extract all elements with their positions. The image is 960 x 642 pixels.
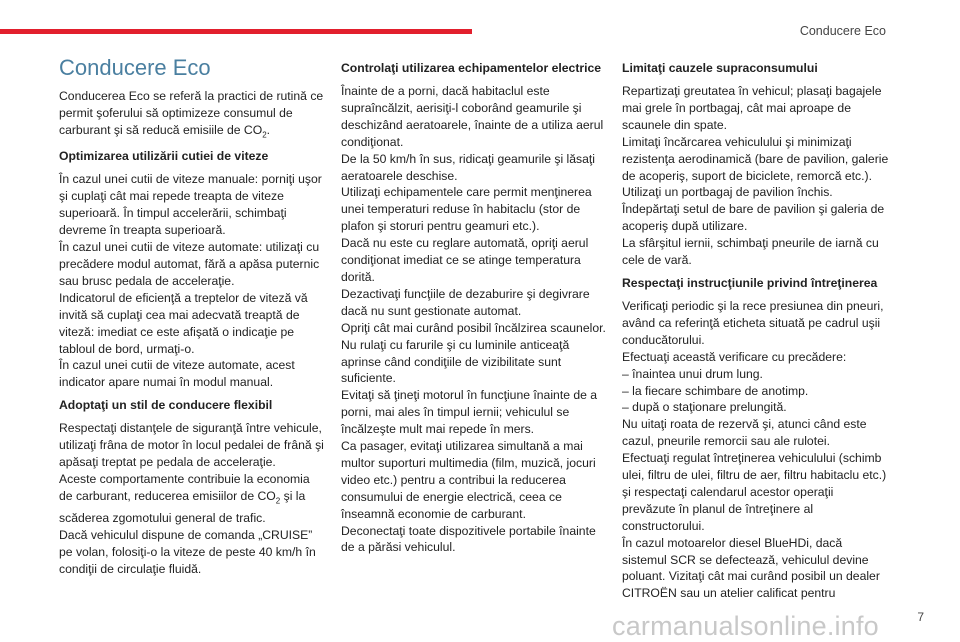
page-number: 7 bbox=[917, 610, 924, 624]
section-text-driving-style bbox=[59, 420, 324, 578]
watermark: carmanualsonline.info bbox=[612, 611, 879, 641]
section-text-overconsumption: Repartizaţi greutatea în vehicul; plasaţi bagajele mai grele în portbagaj, cât mai aproape de scaunele din spate. Limitaţi încărcarea vehiculului şi minimizaţi rezistenţa aerodinamică (bare de pavilion, galerie de acoperiş, suport de biciclete, remorcă etc.). Utilizaţi un portbagaj de pavilion închis. Îndepărtaţi setul de bare de pavilion şi galeria de acoperiş după utilizare. La sfârşitul iernii, schimbaţi pneurile de iarnă cu cele de vară. bbox=[622, 84, 889, 268]
column-right bbox=[622, 60, 890, 606]
section-heading-gearbox: Optimizarea utilizării cutiei de viteze bbox=[59, 149, 269, 164]
driving-style-text: Respectaţi distanţele de siguranţă între vehicule, utilizaţi frâna de motor în locul pedalei de frână şi apăsaţi treptat pe pedala de acceleraţie. Aceste comportamente contribuie la economia de carburant, reducerea emisiilor de CO bbox=[59, 421, 324, 503]
section-heading-driving-style: Adoptaţi un stil de conducere flexibil bbox=[59, 398, 273, 413]
driving-style-text-end: şi la scăderea zgomotului general de trafic. Dacă vehiculul dispune de comanda „CRUISE” pe volan, folosiţi-o la viteze de peste 40 km/h în condiţii de circulaţie fluidă. bbox=[59, 488, 316, 576]
column-middle bbox=[341, 60, 608, 560]
section-heading-maintenance: Respectaţi instrucţiunile privind întreţinerea bbox=[622, 275, 878, 290]
section-text-electrical: Înainte de a porni, dacă habitaclul este supraîncălzit, aerisiţi-l coborând geamurile şi deschizând aeratoarele, înainte de a utiliza aerul condiţionat. De la 50 km/h în sus, ridicaţi geamurile şi lăsaţi aeratoarele deschise. Utilizaţi echipamentele care permit menţinerea unei temperaturi reduse în habitaclu (stor de plafon şi storuri pentru geamuri etc.). Dacă nu este cu reglare automată, opriţi aerul condiţionat imediat ce se atinge temperatura dorită. Dezactivaţi funcţiile de dezaburire şi degivrare dacă nu sunt gestionate automat. Opriţi cât mai curând posibil încălzirea scaunelor. Nu rulaţi cu farurile şi cu luminile anticeaţă aprinse când condiţiile de vizibilitate sunt suficiente. Evitaţi să ţineţi motorul în funcţiune înainte de a porni, mai ales în timpul iernii; vehiculul se încălzeşte mult mai repede în mers. Ca pasager, evitaţi utilizarea simultană a mai multor suporturi multimedia (film, muzică, jocuri video etc.) pentru a contribui la reducerea consumului de energie electrică, ceea ce înseamnă economie de carburant. Deconectaţi toate dispozitivele portabile înainte de a părăsi vehiculul. bbox=[341, 84, 606, 555]
section-text-gearbox: În cazul unei cutii de viteze manuale: porniţi uşor şi cuplaţi cât mai repede treapta de viteze superioară. În timpul accelerării, schimbaţi devreme în treapta superioară. În cazul unei cutii de viteze automate: utilizaţi cu precădere modul automat, fără a apăsa puternic sau brusc pedala de acceleraţie. Indicatorul de eficienţă a treptelor de viteză vă invită să cuplaţi cea mai adecvată treaptă de viteză: imediat ce este afişată o indicaţie pe tabloul de bord, urmaţi-o. În cazul unei cutii de viteze automate, acest indicator apare numai în modul manual. bbox=[59, 172, 322, 390]
page-title: Conducere Eco bbox=[59, 55, 211, 80]
column-left bbox=[59, 55, 324, 582]
driving-style-subscript: 2 bbox=[275, 496, 281, 506]
section-heading-electrical: Controlaţi utilizarea echipamentelor electrice bbox=[341, 61, 602, 75]
intro-subscript: 2 bbox=[262, 130, 267, 140]
header-accent-bar bbox=[0, 29, 472, 34]
section-heading-overconsumption: Limitaţi cauzele supraconsumului bbox=[622, 61, 818, 75]
running-header: Conducere Eco bbox=[799, 24, 886, 38]
intro-paragraph bbox=[59, 88, 324, 144]
intro-text: Conducerea Eco se referă la practici de rutină ce permit şoferului să optimizeze consumul de carburant şi să reducă emisiile de CO bbox=[59, 89, 324, 138]
intro-text-end: . bbox=[266, 123, 271, 138]
section-text-maintenance: Verificaţi periodic şi la rece presiunea din pneuri, având ca referinţă eticheta situată pe cadrul uşii conducătorului. Efectuaţi această verificare cu precădere: – înaintea unui drum lung. – la fiecare schimbare de anotimp. – după o staţionare prelungită. Nu uitaţi roata de rezervă şi, atunci când este cazul, pneurile remorcii sau ale rulotei. Efectuaţi regulat întreţinerea vehiculului (schimb ulei, filtru de ulei, filtru de aer, filtru habitaclu etc.) şi respectaţi calendarul acestor operaţii prevăzute în planul de întreţinere al constructorului. În cazul motoarelor diesel BlueHDi, dacă sistemul SCR se defectează, vehiculul devine poluant. Vizitaţi cât mai curând posibil un dealer CITROËN sau un atelier calificat pentru bbox=[622, 298, 887, 601]
